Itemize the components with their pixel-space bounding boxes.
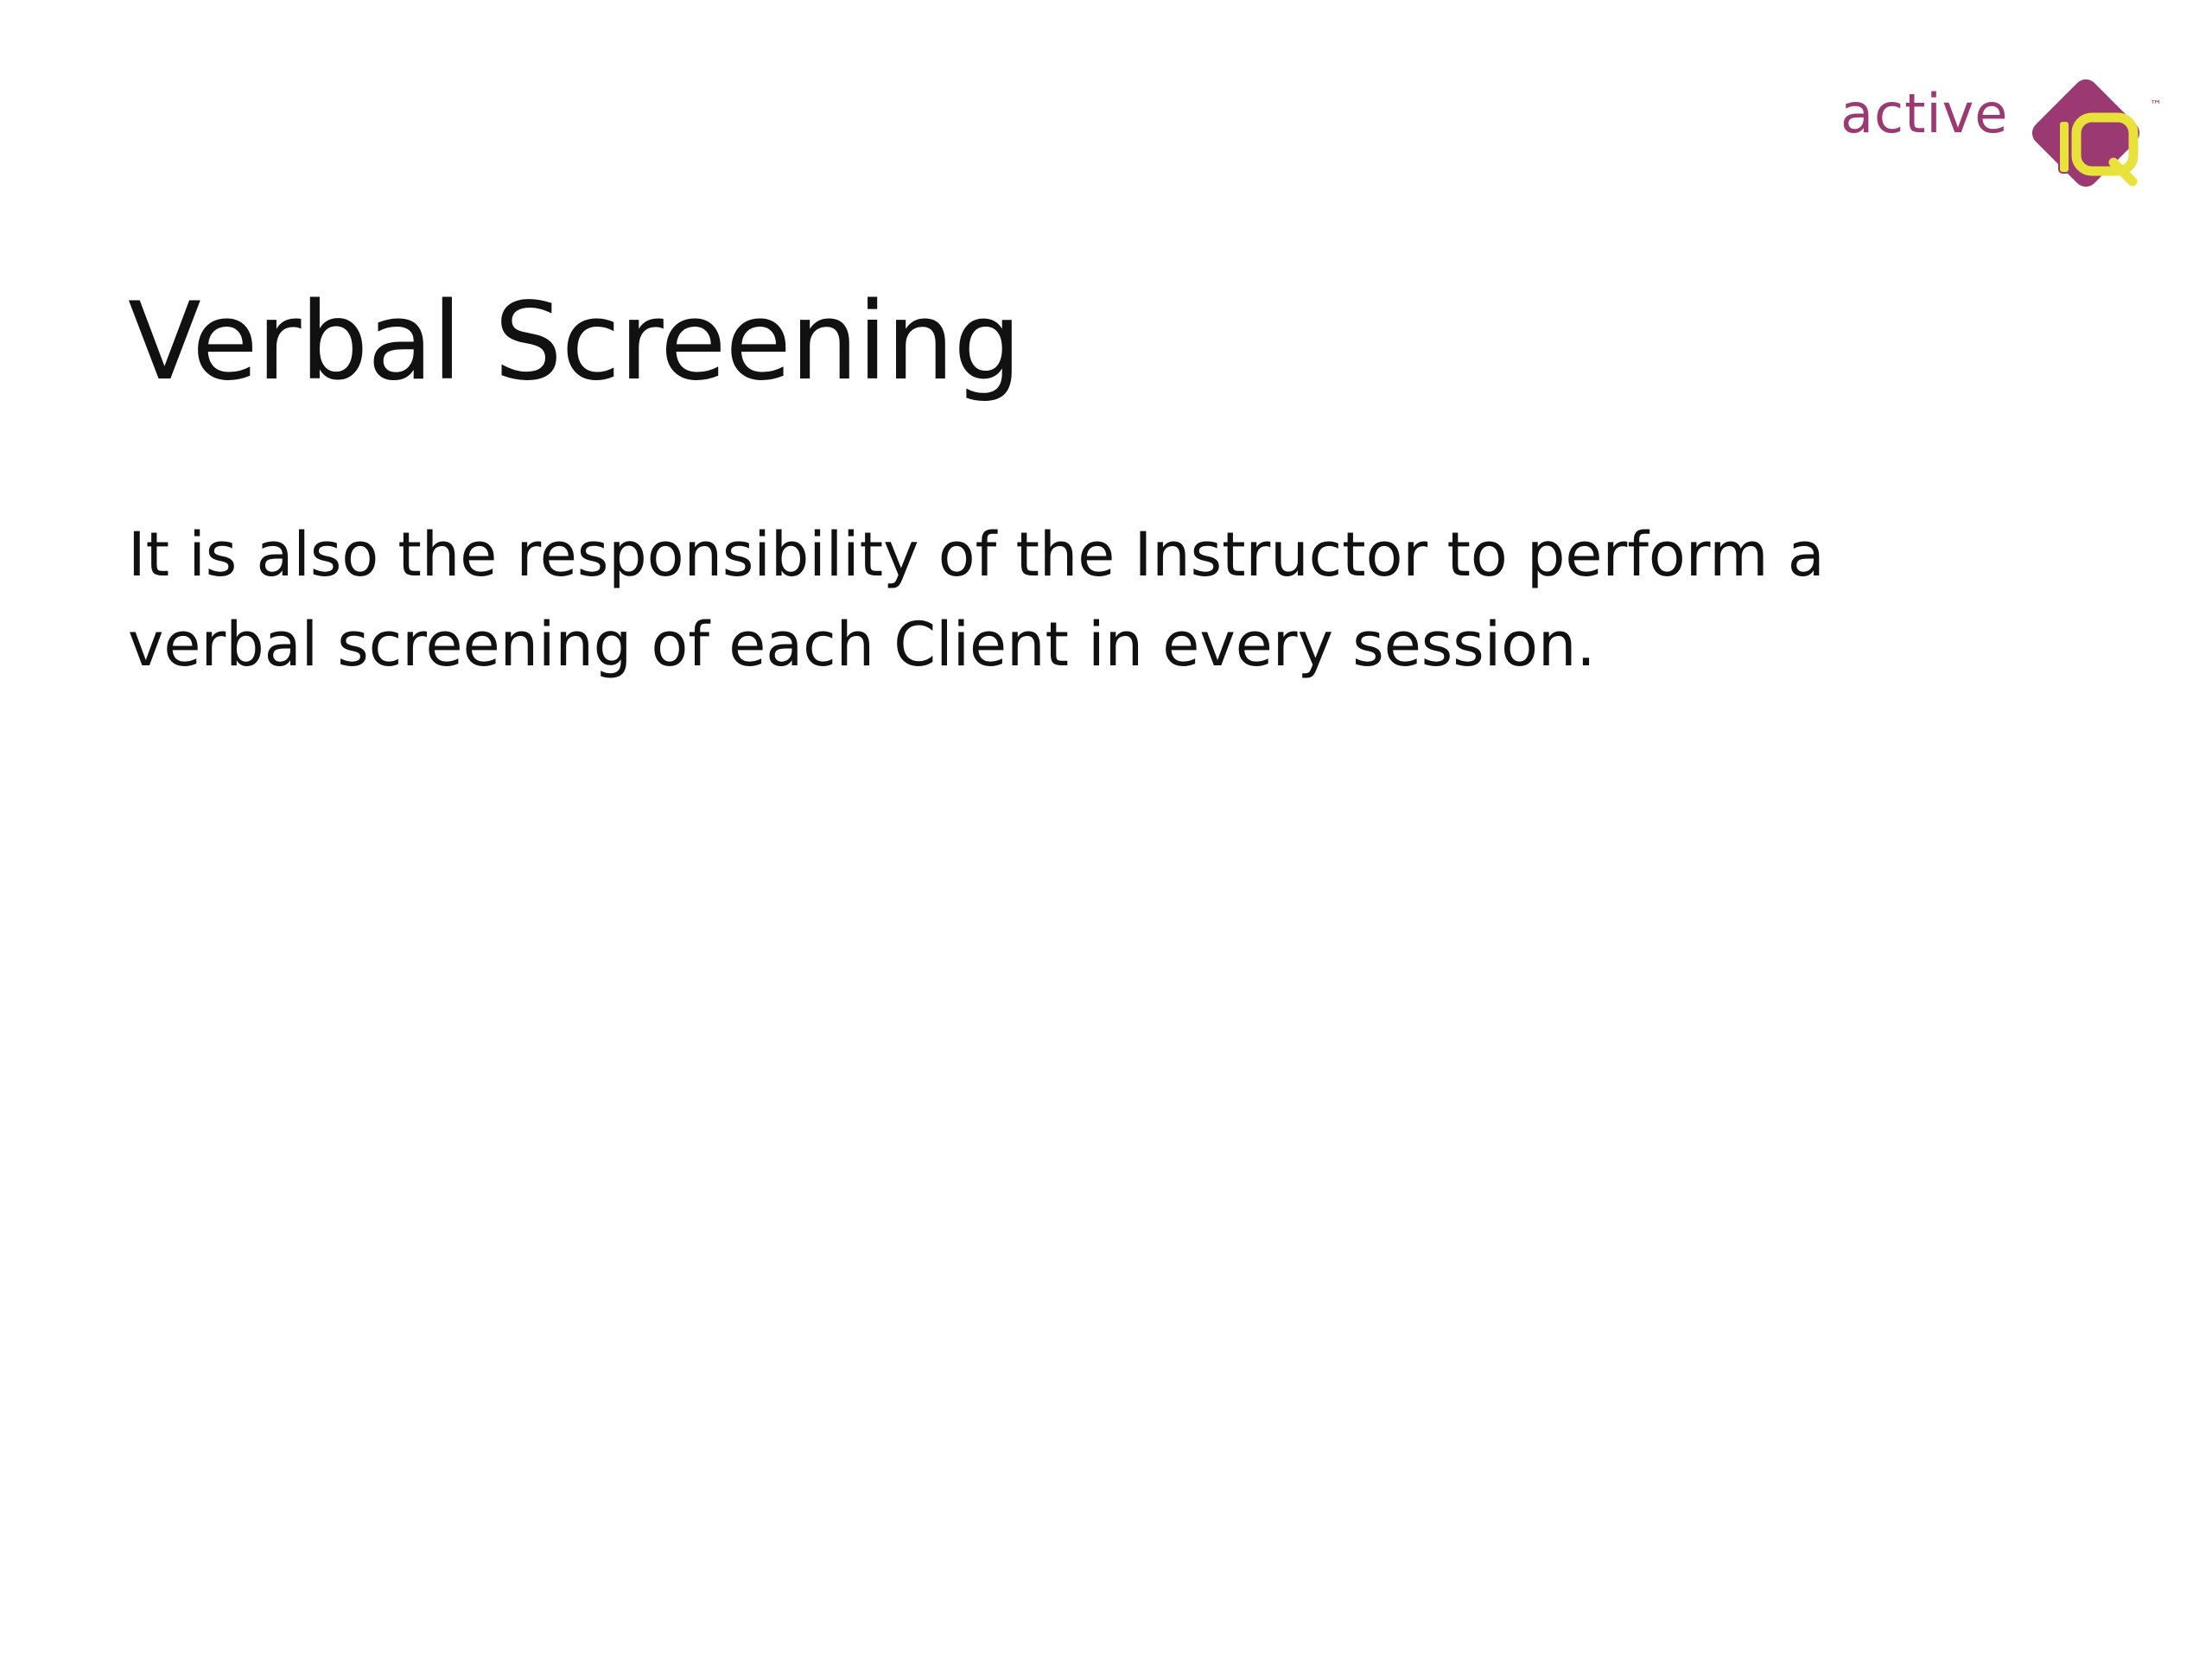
logo-trademark: ™ bbox=[2150, 99, 2162, 112]
activeiq-logo bbox=[1839, 78, 2176, 207]
logo-i-stroke bbox=[2059, 121, 2069, 173]
slide-title: Verbal Screening bbox=[128, 280, 1021, 404]
logo-wordmark: active bbox=[1840, 82, 2009, 145]
slide-body-text: It is also the responsibility of the Instructor to perform a verbal screening of each Client in every session. bbox=[128, 519, 1825, 680]
